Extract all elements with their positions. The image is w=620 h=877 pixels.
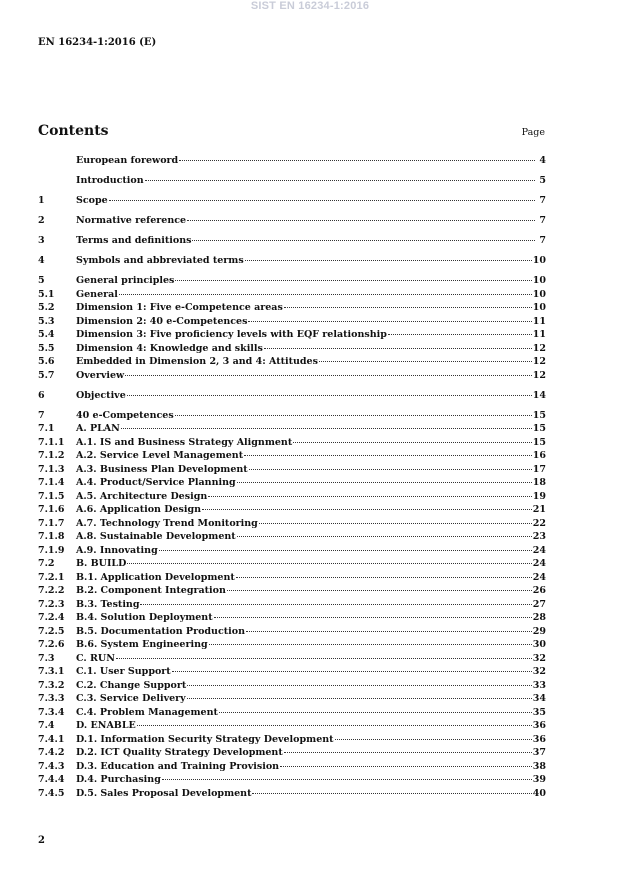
toc-entry-number: 7.2 xyxy=(38,558,55,569)
toc-entry-title: D.4. Purchasing xyxy=(76,774,161,785)
toc-entry-title: Dimension 1: Five e-Competence areas xyxy=(76,302,283,313)
toc-entry[interactable] xyxy=(38,215,546,229)
toc-entry[interactable] xyxy=(38,626,546,640)
toc-entry-page: 5 xyxy=(539,175,546,186)
toc-entry[interactable] xyxy=(38,477,546,491)
toc-entry-title: B.3. Testing xyxy=(76,598,140,610)
toc-dot-leader xyxy=(179,160,535,161)
toc-dot-leader xyxy=(119,294,532,295)
toc-entry[interactable] xyxy=(38,343,546,357)
toc-entry-title: A.2. Service Level Management xyxy=(76,450,244,461)
toc-entry-title: D.5. Sales Proposal Development xyxy=(76,787,252,799)
toc-entry[interactable] xyxy=(38,316,546,330)
toc-entry[interactable] xyxy=(38,464,546,478)
toc-entry-title: Normative reference xyxy=(76,215,187,226)
toc-entry-page: 24 xyxy=(532,544,546,556)
toc-entry-number: 7.1.6 xyxy=(38,504,65,515)
toc-dot-leader xyxy=(237,536,532,537)
toc-entry-title: Introduction xyxy=(76,175,144,186)
toc-entry[interactable] xyxy=(38,707,546,721)
toc-entry[interactable] xyxy=(38,155,546,169)
toc-dot-leader xyxy=(335,739,532,740)
toc-entry-number: 5.2 xyxy=(38,302,55,313)
toc-entry-number: 5.5 xyxy=(38,342,55,354)
toc-entry-number: 5 xyxy=(38,275,45,286)
toc-dot-leader xyxy=(159,550,532,551)
toc-dot-leader xyxy=(187,685,532,686)
toc-entry-page: 12 xyxy=(532,342,546,354)
toc-entry-title: B.4. Solution Deployment xyxy=(76,612,213,623)
toc-entry-page: 15 xyxy=(532,409,546,421)
toc-entry-title: D.1. Information Security Strategy Development xyxy=(76,733,334,745)
toc-entry-title: B.5. Documentation Production xyxy=(76,625,245,637)
toc-entry-title: 40 e-Competences xyxy=(76,409,174,421)
toc-entry-number: 4 xyxy=(38,255,45,266)
toc-entry-page: 35 xyxy=(532,706,546,718)
toc-dot-leader xyxy=(245,260,532,261)
toc-entry[interactable] xyxy=(38,175,546,189)
toc-dot-leader xyxy=(109,200,535,201)
toc-entry-page: 11 xyxy=(532,315,546,327)
toc-entry-title: D. ENABLE xyxy=(76,720,136,731)
toc-entry[interactable] xyxy=(38,370,546,384)
toc-entry[interactable] xyxy=(38,410,546,424)
toc-entry-page: 19 xyxy=(532,490,546,502)
toc-entry[interactable] xyxy=(38,450,546,464)
toc-entry-page: 39 xyxy=(532,774,546,785)
toc-entry-number: 7.2.6 xyxy=(38,639,65,650)
toc-dot-leader xyxy=(284,752,532,753)
toc-dot-leader xyxy=(219,712,532,713)
toc-entry[interactable] xyxy=(38,666,546,680)
toc-entry[interactable] xyxy=(38,235,546,249)
toc-entry-number: 7.1.2 xyxy=(38,450,65,461)
toc-entry-page: 26 xyxy=(532,585,546,596)
toc-entry-number: 1 xyxy=(38,195,45,206)
toc-entry-number: 7.3 xyxy=(38,652,55,664)
toc-entry-page: 16 xyxy=(532,450,546,461)
toc-entry-title: General principles xyxy=(76,275,175,286)
toc-entry-page: 33 xyxy=(532,679,546,691)
toc-entry-number: 7.3.1 xyxy=(38,666,65,677)
toc-entry-page: 10 xyxy=(532,288,546,300)
toc-entry-number: 7.2.1 xyxy=(38,571,65,583)
toc-entry-number: 6 xyxy=(38,389,45,401)
toc-entry-page: 12 xyxy=(532,369,546,381)
toc-dot-leader xyxy=(388,334,532,335)
toc-entry-title: A.8. Sustainable Development xyxy=(76,531,236,542)
toc-entry-number: 7.2.2 xyxy=(38,585,65,596)
toc-entry-number: 7.4.1 xyxy=(38,733,65,745)
toc-entry-number: 5.6 xyxy=(38,356,55,367)
toc-entry[interactable] xyxy=(38,558,546,572)
toc-entry[interactable] xyxy=(38,720,546,734)
toc-entry-page: 37 xyxy=(532,747,546,758)
toc-entry-page: 22 xyxy=(532,517,546,529)
toc-dot-leader xyxy=(284,307,532,308)
toc-entry-title: A.1. IS and Business Strategy Alignment xyxy=(76,436,293,448)
toc-entry-number: 7.2.3 xyxy=(38,598,65,610)
toc-dot-leader xyxy=(192,240,535,241)
toc-entry-page: 36 xyxy=(532,720,546,731)
toc-entry-number: 5.4 xyxy=(38,329,55,340)
document-id: EN 16234-1:2016 (E) xyxy=(38,37,157,48)
footer-page-number: 2 xyxy=(38,835,45,846)
toc-entry-page: 10 xyxy=(532,255,546,266)
toc-entry-page: 14 xyxy=(532,389,546,401)
toc-entry-number: 5.1 xyxy=(38,288,55,300)
toc-entry-number: 7.4.4 xyxy=(38,774,65,785)
toc-entry-title: B.2. Component Integration xyxy=(76,585,226,596)
toc-entry-page: 7 xyxy=(539,195,546,206)
toc-entry-page: 21 xyxy=(532,504,546,515)
toc-dot-leader xyxy=(246,631,532,632)
toc-entry-title: C. RUN xyxy=(76,652,115,664)
toc-entry[interactable] xyxy=(38,734,546,748)
toc-entry-title: A.6. Application Design xyxy=(76,504,202,515)
toc-entry[interactable] xyxy=(38,195,546,209)
toc-dot-leader xyxy=(248,321,531,322)
toc-entry-page: 29 xyxy=(532,625,546,637)
toc-entry-title: C.2. Change Support xyxy=(76,679,187,691)
toc-entry-page: 23 xyxy=(532,531,546,542)
toc-entry-number: 7.4 xyxy=(38,720,55,731)
toc-dot-leader xyxy=(264,348,532,349)
toc-dot-leader xyxy=(202,509,532,510)
toc-entry-title: Embedded in Dimension 2, 3 and 4: Attitudes xyxy=(76,356,318,367)
toc-entry-title: A.4. Product/Service Planning xyxy=(76,477,236,488)
page-column-label: Page xyxy=(521,127,545,138)
toc-entry[interactable] xyxy=(38,693,546,707)
toc-dot-leader xyxy=(252,793,531,794)
toc-entry-title: Overview xyxy=(76,369,125,381)
toc-entry-page: 15 xyxy=(532,436,546,448)
toc-entry[interactable] xyxy=(38,639,546,653)
toc-entry[interactable] xyxy=(38,774,546,788)
toc-entry[interactable] xyxy=(38,289,546,303)
toc-entry[interactable] xyxy=(38,653,546,667)
table-of-contents xyxy=(38,155,546,801)
toc-entry-title: Dimension 3: Five proficiency levels with EQF relationship xyxy=(76,329,387,340)
toc-entry[interactable] xyxy=(38,275,546,289)
toc-entry[interactable] xyxy=(38,437,546,451)
toc-dot-leader xyxy=(175,415,532,416)
toc-dot-leader xyxy=(237,482,532,483)
toc-entry[interactable] xyxy=(38,531,546,545)
toc-entry-title: B.6. System Engineering xyxy=(76,639,208,650)
toc-entry[interactable] xyxy=(38,545,546,559)
toc-entry-title: Objective xyxy=(76,389,126,401)
toc-entry-number: 7.1.4 xyxy=(38,477,65,488)
toc-entry[interactable] xyxy=(38,390,546,404)
toc-dot-leader xyxy=(259,523,532,524)
toc-entry[interactable] xyxy=(38,356,546,370)
toc-entry-page: 17 xyxy=(532,463,546,475)
toc-dot-leader xyxy=(187,220,535,221)
toc-dot-leader xyxy=(137,725,532,726)
toc-dot-leader xyxy=(209,644,532,645)
toc-entry-page: 11 xyxy=(532,329,546,340)
toc-dot-leader xyxy=(172,671,532,672)
toc-entry-page: 10 xyxy=(532,302,546,313)
toc-entry-title: B.1. Application Development xyxy=(76,571,235,583)
toc-entry-title: A.7. Technology Trend Monitoring xyxy=(76,517,258,529)
toc-entry-page: 24 xyxy=(532,571,546,583)
toc-entry-number: 7.4.3 xyxy=(38,760,65,772)
toc-dot-leader xyxy=(319,361,532,362)
toc-entry-page: 18 xyxy=(532,477,546,488)
toc-dot-leader xyxy=(187,698,532,699)
toc-entry-title: A.5. Architecture Design xyxy=(76,490,208,502)
toc-entry-number: 7.4.5 xyxy=(38,787,65,799)
toc-entry-title: Symbols and abbreviated terms xyxy=(76,255,244,266)
toc-entry[interactable] xyxy=(38,585,546,599)
toc-dot-leader xyxy=(127,563,531,564)
toc-entry-page: 7 xyxy=(539,215,546,226)
toc-entry-title: General xyxy=(76,288,118,300)
toc-entry-number: 7 xyxy=(38,409,45,421)
toc-entry-title: C.4. Problem Management xyxy=(76,706,218,718)
toc-dot-leader xyxy=(293,442,532,443)
toc-entry-number: 5.3 xyxy=(38,315,55,327)
toc-entry-number: 7.3.4 xyxy=(38,706,65,718)
toc-entry-number: 7.2.4 xyxy=(38,612,65,623)
toc-entry[interactable] xyxy=(38,680,546,694)
toc-entry[interactable] xyxy=(38,599,546,613)
toc-entry-title: C.1. User Support xyxy=(76,666,171,677)
toc-entry[interactable] xyxy=(38,504,546,518)
toc-entry-title: B. BUILD xyxy=(76,558,127,569)
toc-dot-leader xyxy=(208,496,532,497)
toc-entry-title: C.3. Service Delivery xyxy=(76,693,186,704)
toc-dot-leader xyxy=(127,395,532,396)
toc-dot-leader xyxy=(175,280,531,281)
toc-entry-number: 7.3.2 xyxy=(38,679,65,691)
toc-dot-leader xyxy=(280,766,532,767)
toc-entry-title: Terms and definitions xyxy=(76,235,192,246)
toc-entry-page: 36 xyxy=(532,733,546,745)
toc-dot-leader xyxy=(121,428,532,429)
toc-entry-title: Dimension 2: 40 e-Competences xyxy=(76,315,248,327)
toc-entry-title: Scope xyxy=(76,195,108,206)
toc-entry-number: 7.1.7 xyxy=(38,517,65,529)
toc-dot-leader xyxy=(236,577,532,578)
toc-entry-page: 15 xyxy=(532,423,546,434)
toc-dot-leader xyxy=(140,604,531,605)
toc-entry[interactable] xyxy=(38,612,546,626)
toc-entry-number: 7.4.2 xyxy=(38,747,65,758)
toc-entry-number: 7.1.5 xyxy=(38,490,65,502)
toc-entry-page: 27 xyxy=(532,598,546,610)
toc-entry-title: A.9. Innovating xyxy=(76,544,158,556)
toc-entry-number: 7.1.1 xyxy=(38,436,65,448)
toc-entry-page: 32 xyxy=(532,666,546,677)
toc-entry-number: 7.2.5 xyxy=(38,625,65,637)
toc-dot-leader xyxy=(227,590,532,591)
toc-entry-number: 2 xyxy=(38,215,45,226)
toc-entry-number: 7.3.3 xyxy=(38,693,65,704)
toc-entry-title: D.3. Education and Training Provision xyxy=(76,760,280,772)
toc-dot-leader xyxy=(125,375,532,376)
toc-entry-title: A. PLAN xyxy=(76,423,120,434)
toc-entry-page: 12 xyxy=(532,356,546,367)
toc-dot-leader xyxy=(244,455,532,456)
toc-entry-number: 7.1.3 xyxy=(38,463,65,475)
toc-entry-page: 30 xyxy=(532,639,546,650)
toc-entry-number: 7.1.9 xyxy=(38,544,65,556)
toc-entry[interactable] xyxy=(38,788,546,802)
toc-entry[interactable] xyxy=(38,423,546,437)
toc-entry[interactable] xyxy=(38,518,546,532)
toc-dot-leader xyxy=(116,658,532,659)
toc-entry-page: 28 xyxy=(532,612,546,623)
toc-entry-page: 24 xyxy=(532,558,546,569)
toc-dot-leader xyxy=(214,617,532,618)
toc-entry-page: 38 xyxy=(532,760,546,772)
toc-dot-leader xyxy=(162,779,532,780)
toc-entry-page: 34 xyxy=(532,693,546,704)
toc-dot-leader xyxy=(145,180,535,181)
toc-dot-leader xyxy=(249,469,532,470)
toc-entry-title: Dimension 4: Knowledge and skills xyxy=(76,342,263,354)
toc-entry[interactable] xyxy=(38,491,546,505)
toc-entry-page: 40 xyxy=(532,787,546,799)
watermark: SIST EN 16234-1:2016 xyxy=(250,0,370,12)
toc-entry-title: European foreword xyxy=(76,155,179,166)
toc-entry-number: 3 xyxy=(38,235,45,246)
toc-entry-page: 10 xyxy=(532,275,546,286)
toc-entry-page: 7 xyxy=(539,235,546,246)
toc-entry-number: 7.1 xyxy=(38,423,55,434)
toc-entry[interactable] xyxy=(38,255,546,269)
toc-entry-number: 5.7 xyxy=(38,369,55,381)
toc-entry-page: 4 xyxy=(539,155,546,166)
toc-entry-title: D.2. ICT Quality Strategy Development xyxy=(76,747,283,758)
toc-entry[interactable] xyxy=(38,329,546,343)
toc-entry-number: 7.1.8 xyxy=(38,531,65,542)
toc-entry-title: A.3. Business Plan Development xyxy=(76,463,248,475)
toc-entry-page: 32 xyxy=(532,652,546,664)
toc-entry[interactable] xyxy=(38,747,546,761)
contents-title: Contents xyxy=(38,123,109,139)
toc-entry[interactable] xyxy=(38,761,546,775)
toc-entry[interactable] xyxy=(38,572,546,586)
toc-entry[interactable] xyxy=(38,302,546,316)
